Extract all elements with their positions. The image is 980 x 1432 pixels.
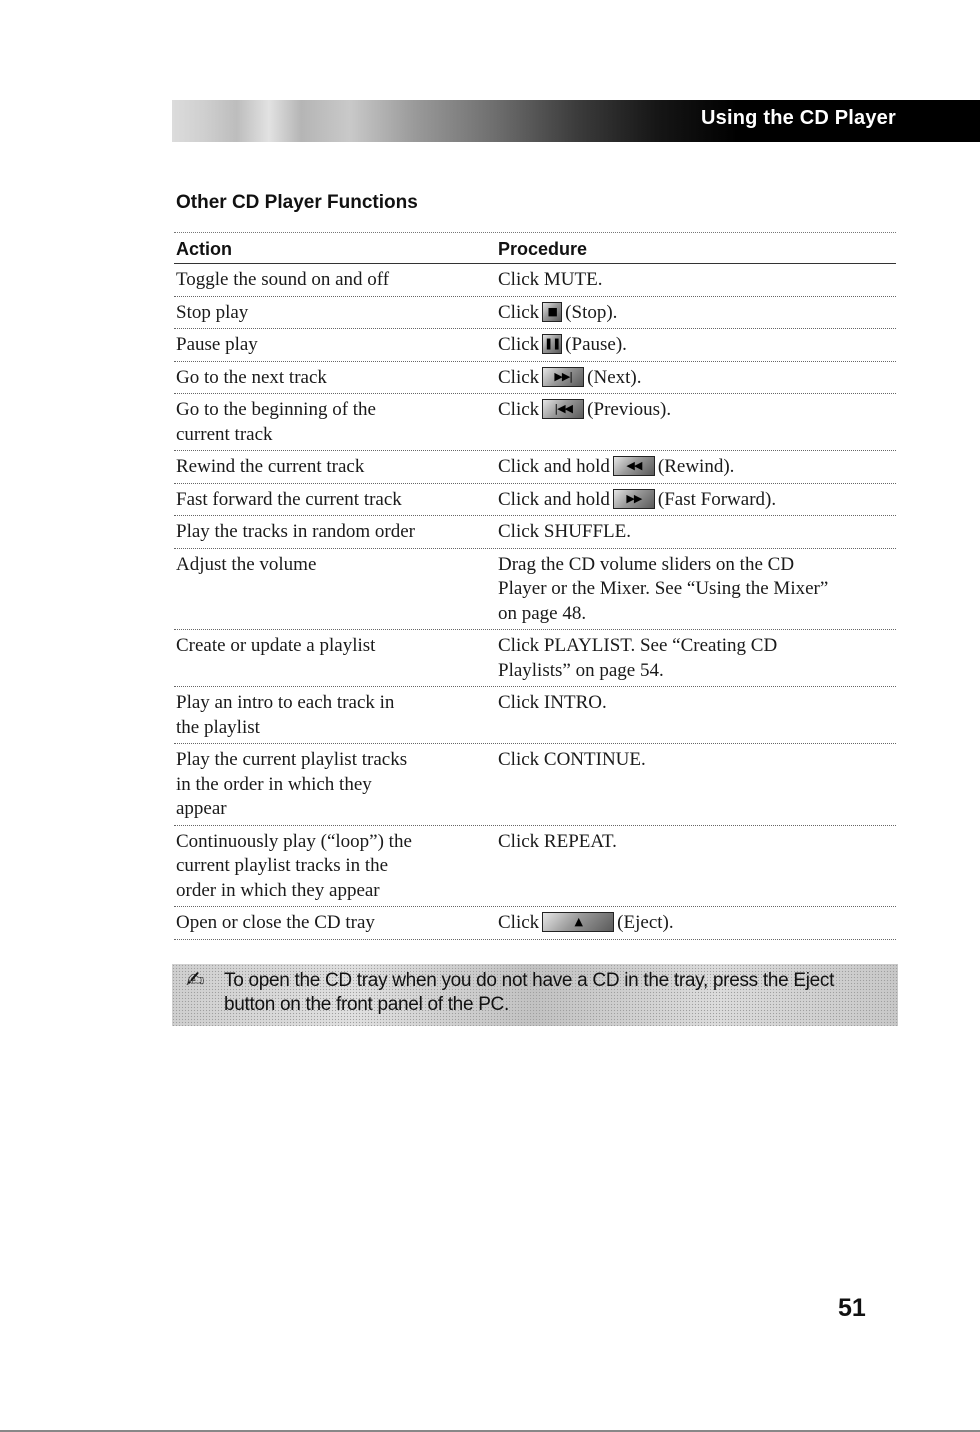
procedure-text: Click SHUFFLE. bbox=[498, 521, 632, 542]
procedure-cell bbox=[496, 520, 896, 545]
action-cell: Play an intro to each track in the playlist bbox=[176, 692, 395, 738]
action-cell: Open or close the CD tray bbox=[176, 912, 375, 933]
table-row bbox=[174, 549, 896, 631]
procedure-cell bbox=[496, 301, 896, 326]
action-cell: Rewind the current track bbox=[176, 456, 365, 477]
procedure-cell bbox=[496, 634, 896, 683]
procedure-text: Click bbox=[498, 399, 540, 420]
procedure-button-label: (Eject). bbox=[617, 912, 674, 933]
action-cell: Create or update a playlist bbox=[176, 635, 376, 656]
procedure-button-label: (Rewind). bbox=[657, 456, 735, 477]
procedure-text: Click PLAYLIST. See “Creating CD Playlists” on page 54. bbox=[498, 635, 778, 681]
table-row bbox=[174, 451, 896, 484]
procedure-button-label: (Previous). bbox=[587, 399, 672, 420]
table-body bbox=[174, 264, 896, 940]
tip-text: To open the CD tray when you do not have a CD in the tray, press the Eject button on the front panel of the PC. bbox=[224, 970, 835, 1015]
procedure-text: Click and hold bbox=[498, 488, 610, 510]
fast-forward-icon bbox=[613, 489, 655, 509]
header-banner bbox=[172, 100, 980, 142]
functions-table bbox=[174, 232, 896, 940]
pause-icon-glyph: ❚❚ bbox=[543, 337, 561, 350]
procedure-column-header: Procedure bbox=[498, 239, 588, 259]
procedure-cell bbox=[496, 911, 896, 936]
procedure-text: Click CONTINUE. bbox=[498, 749, 646, 770]
action-cell: Go to the beginning of the current track bbox=[176, 399, 376, 445]
procedure-cell bbox=[496, 455, 896, 480]
table-row bbox=[174, 907, 896, 940]
next-track-icon-glyph: ▶▶| bbox=[554, 369, 572, 383]
table-row bbox=[174, 297, 896, 330]
procedure-text: Click MUTE. bbox=[498, 269, 603, 290]
procedure-text: Click and hold bbox=[498, 456, 610, 477]
previous-track-icon bbox=[542, 399, 584, 419]
procedure-text: Click bbox=[498, 366, 540, 388]
table-row bbox=[174, 516, 896, 549]
procedure-text: Click bbox=[498, 301, 540, 323]
procedure-text: Click REPEAT. bbox=[498, 830, 617, 852]
table-header bbox=[174, 232, 896, 264]
procedure-text: Click bbox=[498, 334, 540, 355]
procedure-text: Click bbox=[498, 912, 540, 933]
procedure-cell bbox=[496, 366, 896, 391]
rewind-icon-glyph: ◀◀ bbox=[626, 459, 642, 472]
table-row bbox=[174, 687, 896, 744]
action-column-header: Action bbox=[176, 239, 232, 259]
table-row bbox=[174, 826, 896, 908]
action-cell: Toggle the sound on and off bbox=[176, 269, 390, 290]
action-cell: Play the current playlist tracks in the order in which they appear bbox=[176, 749, 408, 819]
table-row bbox=[174, 394, 896, 451]
stop-icon bbox=[542, 302, 562, 322]
procedure-cell bbox=[496, 553, 896, 627]
action-cell: Adjust the volume bbox=[176, 553, 317, 575]
page-number: 51 bbox=[838, 1294, 866, 1322]
fast-forward-icon-glyph: ▶▶ bbox=[626, 491, 642, 505]
procedure-text: Drag the CD volume sliders on the CD Player or the Mixer. See “Using the Mixer” on page 48. bbox=[498, 553, 829, 624]
procedure-button-label: (Pause). bbox=[565, 334, 627, 355]
previous-track-icon-glyph: |◀◀ bbox=[554, 402, 572, 415]
stop-icon-glyph: ■ bbox=[547, 304, 557, 318]
procedure-cell bbox=[496, 748, 896, 822]
procedure-button-label: (Fast Forward). bbox=[657, 488, 777, 510]
procedure-cell bbox=[496, 398, 896, 447]
procedure-cell bbox=[496, 333, 896, 358]
action-cell: Pause play bbox=[176, 334, 258, 355]
procedure-cell bbox=[496, 268, 896, 293]
eject-icon-glyph: ▲ bbox=[574, 915, 582, 928]
rewind-icon bbox=[613, 456, 655, 476]
eject-icon bbox=[542, 912, 614, 932]
action-cell: Go to the next track bbox=[176, 366, 327, 388]
action-cell: Play the tracks in random order bbox=[176, 521, 416, 542]
table-row bbox=[174, 362, 896, 395]
procedure-button-label: (Next). bbox=[587, 366, 642, 388]
header-title: Using the CD Player bbox=[701, 107, 896, 129]
writing-hand-icon: ✍ bbox=[186, 968, 205, 993]
pause-icon bbox=[542, 334, 562, 354]
table-row bbox=[174, 630, 896, 687]
action-cell: Fast forward the current track bbox=[176, 488, 402, 510]
procedure-cell bbox=[496, 488, 896, 513]
procedure-button-label: (Stop). bbox=[565, 301, 618, 323]
procedure-text: Click INTRO. bbox=[498, 692, 607, 713]
next-track-icon bbox=[542, 367, 584, 387]
procedure-cell bbox=[496, 830, 896, 904]
action-cell: Stop play bbox=[176, 301, 249, 323]
table-row bbox=[174, 329, 896, 362]
section-title: Other CD Player Functions bbox=[176, 192, 418, 213]
tip-box bbox=[172, 964, 898, 1026]
table-row bbox=[174, 484, 896, 517]
table-row bbox=[174, 264, 896, 297]
table-row bbox=[174, 744, 896, 826]
procedure-cell bbox=[496, 691, 896, 740]
action-cell: Continuously play (“loop”) the current playlist tracks in the order in which they appear bbox=[176, 830, 412, 901]
